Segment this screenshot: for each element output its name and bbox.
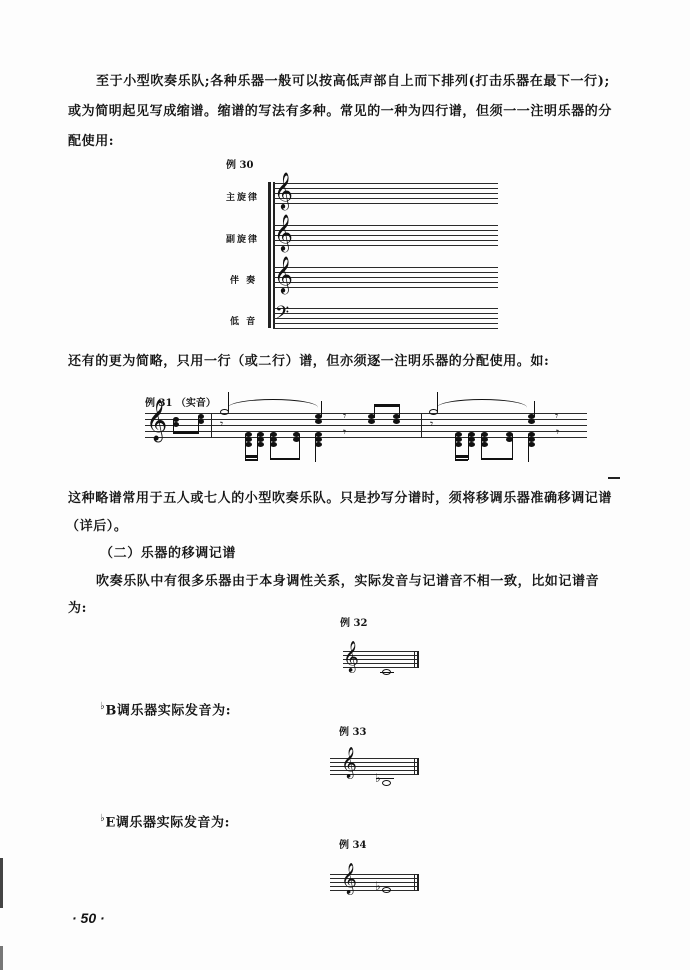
page-number: · 50 ·: [72, 910, 105, 926]
paragraph-4-line-2: 为:: [68, 601, 87, 616]
flat-icon: ♭: [100, 701, 106, 712]
scan-edge-mark: [0, 858, 3, 908]
staff-bass: [273, 308, 498, 328]
staff-countermelody: [273, 225, 498, 245]
example-33-label: 例 33: [339, 727, 367, 738]
eflat-instrument-text: ♭E调乐器实际发音为:: [100, 813, 231, 831]
scan-edge-mark: [0, 946, 3, 970]
paragraph-1-line-1: 至于小型吹奏乐队;各种乐器一般可以按高低声部自上而下排列(打击乐器在最下一行);: [96, 74, 610, 89]
staff-melody: [273, 183, 498, 203]
treble-clef-icon: 𝄞: [146, 400, 168, 441]
final-barline: [414, 874, 415, 891]
bass-clef-icon: 𝄢: [275, 303, 290, 328]
staff-accompaniment: [273, 267, 498, 287]
treble-clef-icon: 𝄞: [341, 863, 357, 894]
treble-clef-icon: 𝄞: [274, 213, 293, 251]
section-heading: （二）乐器的移调记谱: [100, 546, 237, 561]
final-barline: [417, 874, 419, 891]
flat-icon: ♭: [100, 813, 106, 824]
final-barline: [414, 651, 415, 668]
barline: [421, 413, 422, 438]
paragraph-3-line-1: 这种略谱常用于五人或七人的小型吹奏乐队。只是抄写分谱时，须将移调乐器准确移调记谱: [68, 491, 613, 506]
bflat-instrument-text: ♭B调乐器实际发音为:: [100, 701, 232, 719]
instrument-label-accompaniment: 伴 奏: [230, 276, 258, 286]
paragraph-1-line-2: 或为简明起见写成缩谱。缩谱的写法有多种。常见的一种为四行谱，但须一一注明乐器的分: [68, 104, 613, 119]
instrument-label-countermelody: 副旋律: [226, 235, 260, 245]
final-barline: [417, 651, 419, 668]
paragraph-4-line-1: 吹奏乐队中有很多乐器由于本身调性关系，实际发音与记谱音不相一致，比如记谱音: [96, 574, 600, 589]
flat-icon: ♭: [375, 771, 381, 785]
treble-clef-icon: 𝄞: [274, 255, 293, 293]
flat-icon: ♭: [375, 879, 381, 893]
treble-clef-icon: 𝄞: [343, 641, 359, 672]
final-barline: [417, 758, 419, 775]
example-31-label: 例 31 （实音）: [145, 398, 216, 409]
example-32-label: 例 32: [340, 618, 368, 629]
barline: [211, 413, 212, 438]
instrument-label-bass: 低 音: [230, 317, 258, 327]
final-barline: [414, 758, 415, 775]
system-bracket: [268, 182, 271, 328]
instrument-label-melody: 主旋律: [226, 193, 260, 203]
paragraph-1-line-3: 配使用:: [68, 134, 115, 149]
treble-clef-icon: 𝄞: [274, 171, 293, 209]
paragraph-2: 还有的更为简略，只用一行（或二行）谱，但亦须逐一注明乐器的分配使用。如:: [68, 354, 550, 369]
treble-clef-icon: 𝄞: [341, 747, 357, 778]
example-34-label: 例 34: [339, 840, 367, 851]
paragraph-3-line-2: （详后）。: [66, 519, 128, 534]
example-30-label: 例 30: [226, 160, 254, 171]
